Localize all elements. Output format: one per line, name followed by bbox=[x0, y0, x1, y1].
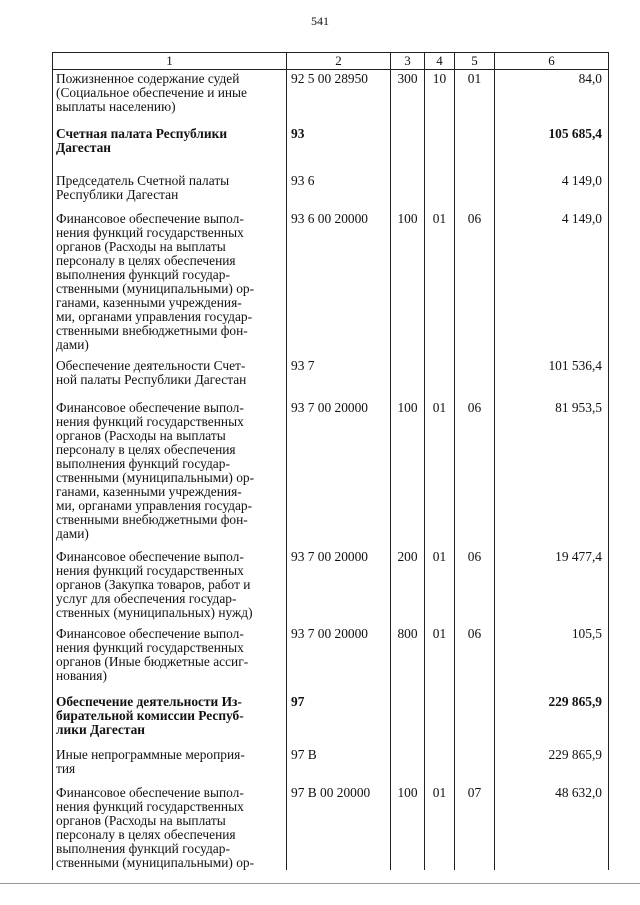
table-row bbox=[53, 741, 609, 779]
row-subsection-cell bbox=[455, 688, 495, 741]
row-name-cell: Пожизненное содержание судей (Социальное обеспечение и иные выплаты населению) bbox=[53, 70, 287, 120]
row-subsection-cell bbox=[455, 167, 495, 205]
row-amount-cell: 105,5 bbox=[495, 620, 609, 688]
row-code-cell: 93 6 bbox=[287, 167, 391, 205]
row-code-cell: 92 5 00 28950 bbox=[287, 70, 391, 120]
row-subsection-cell: 06 bbox=[455, 620, 495, 688]
row-name-cell: Иные непрограммные мероприя- тия bbox=[53, 741, 287, 779]
row-expense-type-cell bbox=[391, 120, 425, 167]
row-subsection-cell bbox=[455, 352, 495, 394]
row-subsection-cell: 06 bbox=[455, 205, 495, 352]
row-amount-cell: 84,0 bbox=[495, 70, 609, 120]
table-row bbox=[53, 70, 609, 120]
row-section-cell: 01 bbox=[425, 543, 455, 620]
row-name-cell: Обеспечение деятельности Счет- ной палаты Республики Дагестан bbox=[53, 352, 287, 394]
row-expense-type-cell bbox=[391, 167, 425, 205]
table-row bbox=[53, 620, 609, 688]
table-row bbox=[53, 394, 609, 543]
row-amount-cell: 105 685,4 bbox=[495, 120, 609, 167]
row-amount-cell: 229 865,9 bbox=[495, 741, 609, 779]
row-section-cell: 01 bbox=[425, 620, 455, 688]
row-code-cell: 97 В 00 20000 bbox=[287, 779, 391, 870]
row-name-cell: Финансовое обеспечение выпол- нения функций государственных органов (Иные бюджетные ассиг- нования) bbox=[53, 620, 287, 688]
row-name-cell: Финансовое обеспечение выпол- нения функций государственных органов (Закупка товаров, работ и услуг для обеспечения государ- ственных (муниципальных) нужд) bbox=[53, 543, 287, 620]
row-subsection-cell: 07 bbox=[455, 779, 495, 870]
row-code-cell: 93 7 bbox=[287, 352, 391, 394]
row-expense-type-cell bbox=[391, 352, 425, 394]
row-name-cell: Финансовое обеспечение выпол- нения функций государственных органов (Расходы на выплаты персоналу в целях обеспечения выполнения функций государ- ственными (муниципальными) ор- ганами, казенными учреждения- ми, органами управления государ- ственными внебюджетными фон- дами) bbox=[53, 394, 287, 543]
table-row bbox=[53, 120, 609, 167]
table-header-row bbox=[53, 53, 609, 70]
row-section-cell bbox=[425, 352, 455, 394]
row-section-cell: 01 bbox=[425, 394, 455, 543]
page-number: 541 bbox=[311, 14, 329, 28]
table-row bbox=[53, 205, 609, 352]
table-row bbox=[53, 352, 609, 394]
row-section-cell bbox=[425, 167, 455, 205]
row-section-cell bbox=[425, 741, 455, 779]
row-section-cell: 01 bbox=[425, 779, 455, 870]
row-expense-type-cell: 300 bbox=[391, 70, 425, 120]
row-code-cell: 93 bbox=[287, 120, 391, 167]
row-name-cell: Финансовое обеспечение выпол- нения функций государственных органов (Расходы на выплаты персоналу в целях обеспечения выполнения функций государ- ственными (муниципальными) ор- bbox=[53, 779, 287, 870]
table-row bbox=[53, 543, 609, 620]
row-section-cell bbox=[425, 120, 455, 167]
row-subsection-cell bbox=[455, 741, 495, 779]
row-amount-cell: 19 477,4 bbox=[495, 543, 609, 620]
row-subsection-cell: 06 bbox=[455, 394, 495, 543]
row-expense-type-cell bbox=[391, 688, 425, 741]
row-code-cell: 97 bbox=[287, 688, 391, 741]
row-section-cell: 10 bbox=[425, 70, 455, 120]
column-header-5: 5 bbox=[455, 53, 495, 70]
row-expense-type-cell: 100 bbox=[391, 205, 425, 352]
row-expense-type-cell bbox=[391, 741, 425, 779]
column-header-6: 6 bbox=[495, 53, 609, 70]
row-amount-cell: 48 632,0 bbox=[495, 779, 609, 870]
row-code-cell: 93 7 00 20000 bbox=[287, 394, 391, 543]
column-header-3: 3 bbox=[391, 53, 425, 70]
column-header-4: 4 bbox=[425, 53, 455, 70]
row-expense-type-cell: 800 bbox=[391, 620, 425, 688]
row-name-cell: Обеспечение деятельности Из- бирательной комиссии Респуб- лики Дагестан bbox=[53, 688, 287, 741]
row-amount-cell: 101 536,4 bbox=[495, 352, 609, 394]
table-body bbox=[53, 70, 609, 870]
column-header-2: 2 bbox=[287, 53, 391, 70]
row-amount-cell: 229 865,9 bbox=[495, 688, 609, 741]
row-code-cell: 93 6 00 20000 bbox=[287, 205, 391, 352]
row-expense-type-cell: 100 bbox=[391, 394, 425, 543]
table-row bbox=[53, 779, 609, 870]
column-header-1: 1 bbox=[53, 53, 287, 70]
row-name-cell: Председатель Счетной палаты Республики Дагестан bbox=[53, 167, 287, 205]
budget-table-container bbox=[52, 52, 608, 870]
row-section-cell bbox=[425, 688, 455, 741]
row-amount-cell: 81 953,5 bbox=[495, 394, 609, 543]
row-expense-type-cell: 100 bbox=[391, 779, 425, 870]
row-section-cell: 01 bbox=[425, 205, 455, 352]
row-code-cell: 93 7 00 20000 bbox=[287, 543, 391, 620]
bottom-edge-line bbox=[0, 883, 640, 884]
row-name-cell: Финансовое обеспечение выпол- нения функций государственных органов (Расходы на выплаты персоналу в целях обеспечения выполнения функций государ- ственными (муниципальными) ор- ганами, казенными учреждения- ми, органами управления государ- ственными внебюджетными фон- дами) bbox=[53, 205, 287, 352]
row-code-cell: 97 В bbox=[287, 741, 391, 779]
row-name-cell: Счетная палата Республики Дагестан bbox=[53, 120, 287, 167]
row-subsection-cell: 06 bbox=[455, 543, 495, 620]
row-expense-type-cell: 200 bbox=[391, 543, 425, 620]
row-code-cell: 93 7 00 20000 bbox=[287, 620, 391, 688]
row-subsection-cell bbox=[455, 120, 495, 167]
row-amount-cell: 4 149,0 bbox=[495, 205, 609, 352]
table-row bbox=[53, 167, 609, 205]
row-subsection-cell: 01 bbox=[455, 70, 495, 120]
budget-table bbox=[52, 52, 609, 870]
table-row bbox=[53, 688, 609, 741]
row-amount-cell: 4 149,0 bbox=[495, 167, 609, 205]
